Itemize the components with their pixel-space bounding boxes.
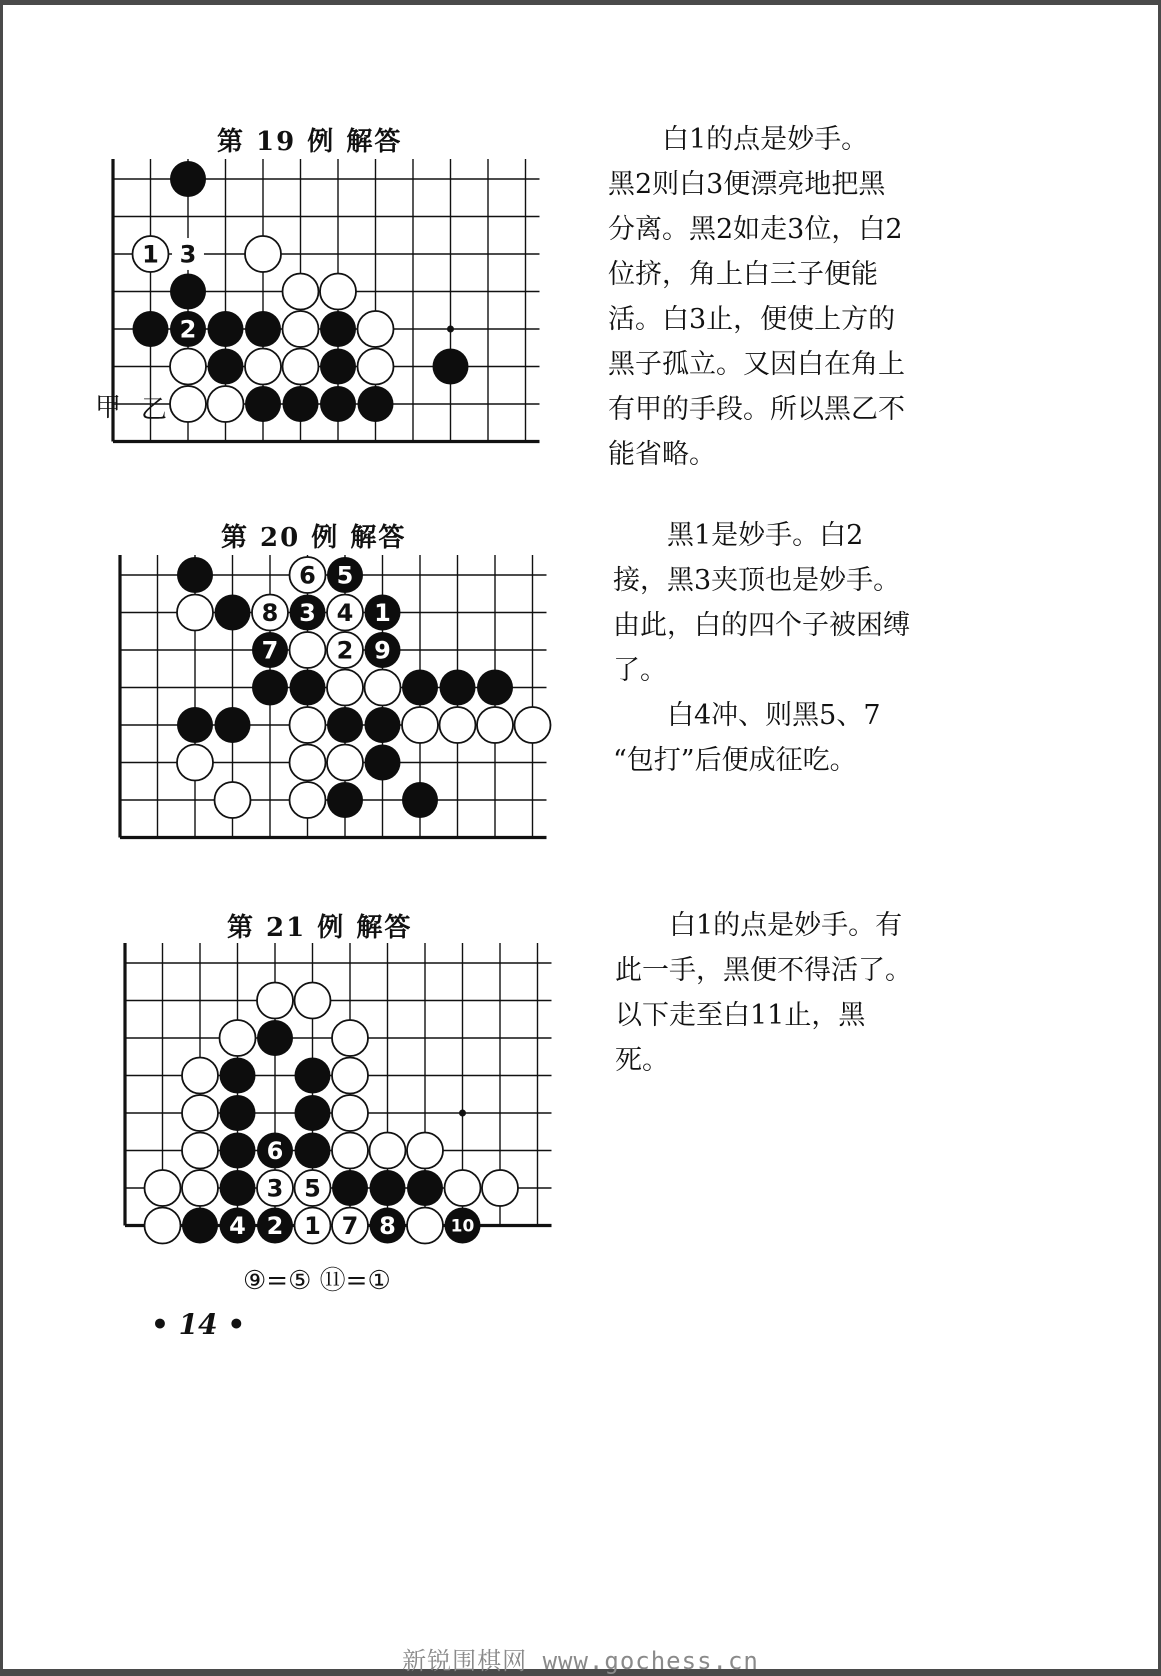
problem-text [613, 513, 913, 783]
white-stone [482, 1170, 518, 1206]
black-stone [220, 1095, 256, 1131]
text-paragraph: 白4冲、则黑5、7 “包打”后便成征吃。 [613, 700, 881, 776]
white-stone [283, 274, 319, 310]
site-watermark: 新锐围棋网 www.gochess.cn [402, 1647, 759, 1675]
black-stone [365, 745, 401, 781]
white-stone [407, 1133, 443, 1169]
black-stone [170, 274, 206, 310]
black-stone [327, 707, 363, 743]
problem-title: 第 19 例 解答 [217, 127, 403, 157]
move-number: 5 [304, 1174, 321, 1203]
white-stone [358, 311, 394, 347]
move-number: 6 [299, 561, 316, 590]
page-number: • 14 • [151, 1308, 246, 1341]
white-stone [332, 1058, 368, 1094]
text-paragraph: 白1的点是妙手。 [662, 124, 869, 155]
black-stone [215, 707, 251, 743]
move-number: 6 [266, 1137, 284, 1166]
book-page [3, 5, 1158, 1669]
white-stone [245, 236, 281, 272]
black-stone [365, 707, 401, 743]
board-svg [115, 943, 560, 1241]
black-stone [245, 386, 281, 422]
move-number: 3 [299, 599, 316, 628]
move-number: 2 [266, 1212, 284, 1241]
white-stone [245, 349, 281, 385]
white-stone [332, 1133, 368, 1169]
move-number: 8 [261, 599, 279, 628]
black-stone [245, 311, 281, 347]
white-stone [182, 1058, 218, 1094]
white-stone [370, 1133, 406, 1169]
black-stone [133, 311, 169, 347]
black-stone [170, 161, 206, 197]
black-stone [208, 311, 244, 347]
move-number: 9 [374, 636, 391, 665]
black-stone [295, 1095, 331, 1131]
black-stone [370, 1170, 406, 1206]
black-stone [433, 349, 469, 385]
white-stone [283, 349, 319, 385]
black-stone [177, 707, 213, 743]
white-stone [290, 632, 326, 668]
black-stone [220, 1170, 256, 1206]
white-stone [358, 349, 394, 385]
black-stone [257, 1020, 293, 1056]
white-stone [170, 386, 206, 422]
move-number: 4 [336, 599, 354, 628]
black-stone [177, 557, 213, 593]
white-stone [477, 707, 513, 743]
black-stone [283, 386, 319, 422]
white-stone [220, 1020, 256, 1056]
move-number: 4 [229, 1212, 246, 1241]
white-stone [332, 1020, 368, 1056]
move-number: 1 [374, 599, 391, 628]
white-stone [407, 1208, 443, 1244]
white-stone [208, 386, 244, 422]
white-stone [402, 707, 438, 743]
white-stone [440, 707, 476, 743]
white-stone [290, 745, 326, 781]
white-stone [177, 595, 213, 631]
white-stone [257, 983, 293, 1019]
white-stone [145, 1208, 181, 1244]
black-stone [252, 670, 288, 706]
black-stone [477, 670, 513, 706]
black-stone [220, 1058, 256, 1094]
black-stone [320, 349, 356, 385]
white-stone [515, 707, 551, 743]
black-stone [295, 1133, 331, 1169]
black-stone [358, 386, 394, 422]
move-equivalences: ⑨=⑤ ⑪=① [243, 1266, 391, 1296]
white-stone [182, 1170, 218, 1206]
label-jia: 甲 [95, 393, 122, 423]
move-number: 7 [341, 1212, 359, 1241]
board-svg [110, 555, 555, 844]
white-stone [290, 782, 326, 818]
black-stone [440, 670, 476, 706]
white-stone [332, 1095, 368, 1131]
black-stone [407, 1170, 443, 1206]
label-yi: 乙 [141, 395, 168, 425]
black-stone [320, 311, 356, 347]
white-stone [320, 274, 356, 310]
move-number: 2 [336, 636, 354, 665]
move-number: 3 [266, 1174, 284, 1203]
go-board [103, 159, 548, 448]
move-number: 2 [179, 315, 197, 344]
black-stone [402, 782, 438, 818]
black-stone [220, 1133, 256, 1169]
go-board [115, 943, 560, 1241]
white-stone [177, 745, 213, 781]
white-stone [182, 1133, 218, 1169]
move-number: 10 [450, 1216, 475, 1237]
white-stone [145, 1170, 181, 1206]
move-number: 5 [336, 561, 354, 590]
black-stone [182, 1208, 218, 1244]
black-stone [402, 670, 438, 706]
problem-text [615, 903, 915, 1083]
white-stone [215, 782, 251, 818]
problem-text [608, 117, 908, 477]
text-paragraph: 黑2则白3便漂亮地把黑分离。黑2如走3位，白2位挤，角上白三子便能活。白3止，便使上方的黑子孤立。又因白在角上有甲的手段。所以黑乙不能省略。 [608, 169, 905, 470]
white-stone [445, 1170, 481, 1206]
go-board [110, 555, 555, 844]
move-number: 1 [304, 1212, 321, 1241]
white-stone [365, 670, 401, 706]
star-point [459, 1110, 466, 1117]
white-stone [290, 707, 326, 743]
black-stone [332, 1170, 368, 1206]
black-stone [215, 595, 251, 631]
move-number: 8 [379, 1212, 396, 1241]
text-paragraph: 白1的点是妙手。有此一手，黑便不得活了。以下走至白11止，黑死。 [615, 910, 912, 1076]
move-number: 7 [261, 636, 279, 665]
board-svg [103, 159, 548, 448]
white-stone [295, 983, 331, 1019]
black-stone [295, 1058, 331, 1094]
white-stone [170, 349, 206, 385]
text-paragraph: 黑1是妙手。白2接，黑3夹顶也是妙手。由此，白的四个子被困缚了。 [613, 520, 910, 686]
problem-title: 第 20 例 解答 [221, 523, 407, 553]
white-stone [182, 1095, 218, 1131]
white-stone [283, 311, 319, 347]
star-point [447, 326, 454, 333]
white-stone [327, 670, 363, 706]
problem-title: 第 21 例 解答 [227, 913, 413, 943]
black-stone [290, 670, 326, 706]
move-number: 1 [142, 240, 159, 269]
black-stone [327, 782, 363, 818]
black-stone [320, 386, 356, 422]
black-stone [208, 349, 244, 385]
white-stone [327, 745, 363, 781]
move-number: 3 [179, 240, 197, 269]
